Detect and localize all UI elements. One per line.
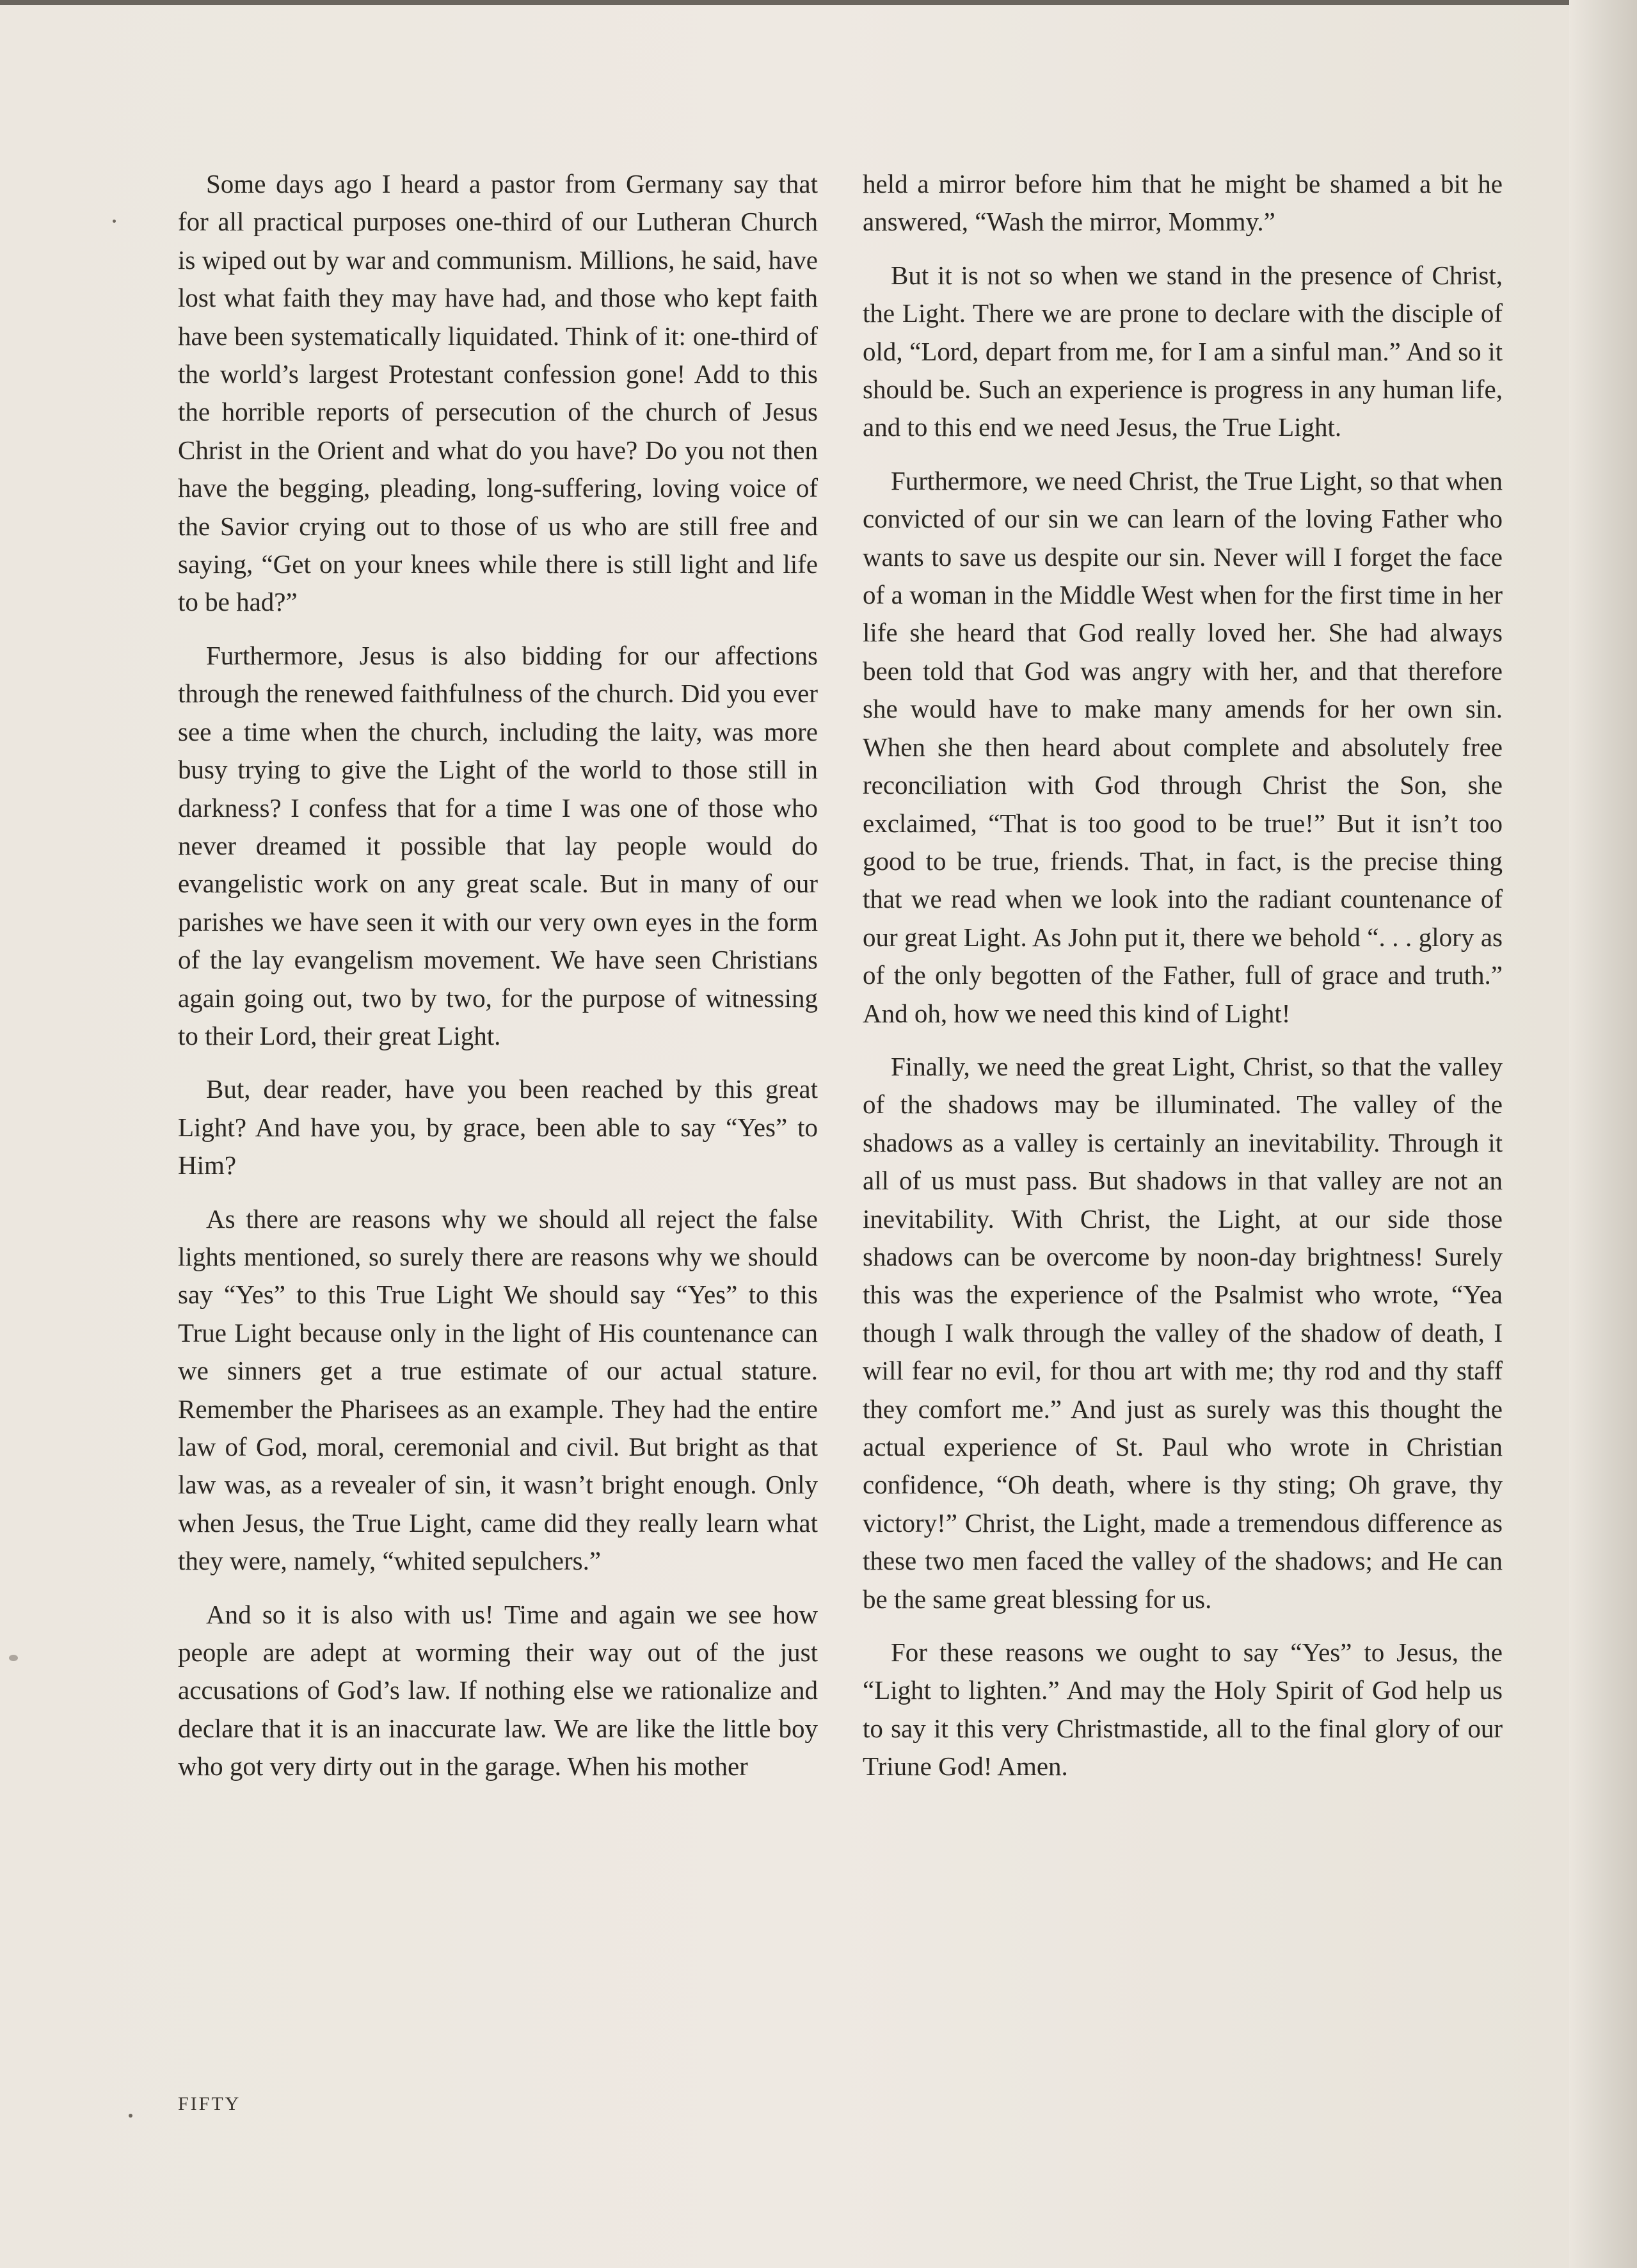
paragraph: And so it is also with us! Time and again we see how people are adept at worming their way out of the just accusations of God’s law. If nothing else we rationalize and declare that it is an inaccurate law. We are like the little boy who got very dirty out in the garage. When his mother	[178, 1599, 818, 1781]
scan-top-edge	[0, 0, 1637, 5]
paragraph: Furthermore, Jesus is also bidding for our affections through the renewed faithfulness of the church. Did you ever see a time when the church, including the laity, was more busy trying to give the Light of the world to those still in darkness? I confess that for a time I was one of those who never dreamed it possible that lay people would do evangelistic work on any great scale. But in many of our parishes we have seen it with our very own eyes in the form of the lay evangelism movement. We have seen Christians again going out, two by two, for the purpose of witnessing to their Lord, their great Light.	[178, 640, 818, 1050]
paragraph: Finally, we need the great Light, Christ, so that the valley of the shadows may be illuminated. The valley of the shadows as a valley is certainly an inevitability. Through it all of us must pass. But shadows in that valley are not an inevitability. With Christ, the Light, at our side those shadows can be overcome by noon-day brightness! Surely this was the experience of the Psalmist who wrote, “Yea though I walk through the valley of the shadow of death, I will fear no evil, for thou art with me; thy rod and thy staff they comfort me.” And just as surely was this thought the actual experience of St. Paul who wrote in Christian confidence, “Oh death, where is thy sting; Oh grave, thy victory!” Christ, the Light, made a tremendous difference as these two men faced the valley of the shadows; and He can be the same great blessing for us.	[863, 1051, 1503, 1614]
paragraph: For these reasons we ought to say “Yes” to Jesus, the “Light to lighten.” And may the Holy Spirit of God help us to say it this very Christmastide, all to the final glory of our Triune God! Amen.	[863, 1637, 1503, 1781]
paragraph: As there are reasons why we should all reject the false lights mentioned, so surely there are reasons why we should say “Yes” to this True Light We should say “Yes” to this True Light because only in the light of His countenance can we sinners get a true estimate of our actual stature. Remember the Pharisees as an example. They had the entire law of God, moral, ceremonial and civil. But bright as that law was, as a revealer of sin, it wasn’t bright enough. Only when Jesus, the True Light, came did they really learn what they were, namely, “whited sepulchers.”	[178, 1203, 818, 1576]
right-column	[863, 165, 1503, 1801]
left-column	[178, 165, 818, 1801]
paper-speck	[113, 220, 116, 223]
page-number: FIFTY	[178, 2093, 241, 2114]
paper-speck	[129, 2114, 132, 2118]
paragraph: Furthermore, we need Christ, the True Light, so that when convicted of our sin we can learn of the loving Father who wants to save us despite our sin. Never will I forget the face of a woman in the Middle West when for the first time in her life she heard that God really loved her. She had always been told that God was angry with her, and that therefore she would have to make many amends for her own sin. When she then heard about complete and absolutely free reconciliation with God through Christ the Son, she exclaimed, “That is too good to be true!” But it isn’t too good to be true, friends. That, in fact, is the precise thing that we read when we look into the radiant countenance of our great Light. As John put it, there we behold “. . . glory as of the only begotten of the Father, full of grace and truth.” And oh, how we need this kind of Light!	[863, 465, 1503, 1028]
paragraph: But, dear reader, have you been reached by this great Light? And have you, by grace, been able to say “Yes” to Him?	[178, 1074, 818, 1180]
paper-speck	[9, 1655, 18, 1661]
paragraph: But it is not so when we stand in the presence of Christ, the Light. There we are prone to declare with the disciple of old, “Lord, depart from me, for I am a sinful man.” And so it should be. Such an experience is progress in any human life, and to this end we need Jesus, the True Light.	[863, 260, 1503, 442]
paragraph-continuation: held a mirror before him that he might be shamed a bit he answered, “Wash the mirror, Mommy.”	[863, 169, 1503, 237]
paragraph: Some days ago I heard a pastor from Germany say that for all practical purposes one-third of our Lutheran Church is wiped out by war and communism. Millions, he said, have lost what faith they may have had, and those who kept faith have been systematically liquidated. Think of it: one-third of the world’s largest Protestant confession gone! Add to this the horrible reports of persecution of the church of Jesus Christ in the Orient and what do you have? Do you not then have the begging, pleading, long-suffering, loving voice of the Savior crying out to those of us who are still free and saying, “Get on your knees while there is still light and life to be had?”	[178, 169, 818, 617]
scan-right-edge	[1569, 0, 1637, 2268]
